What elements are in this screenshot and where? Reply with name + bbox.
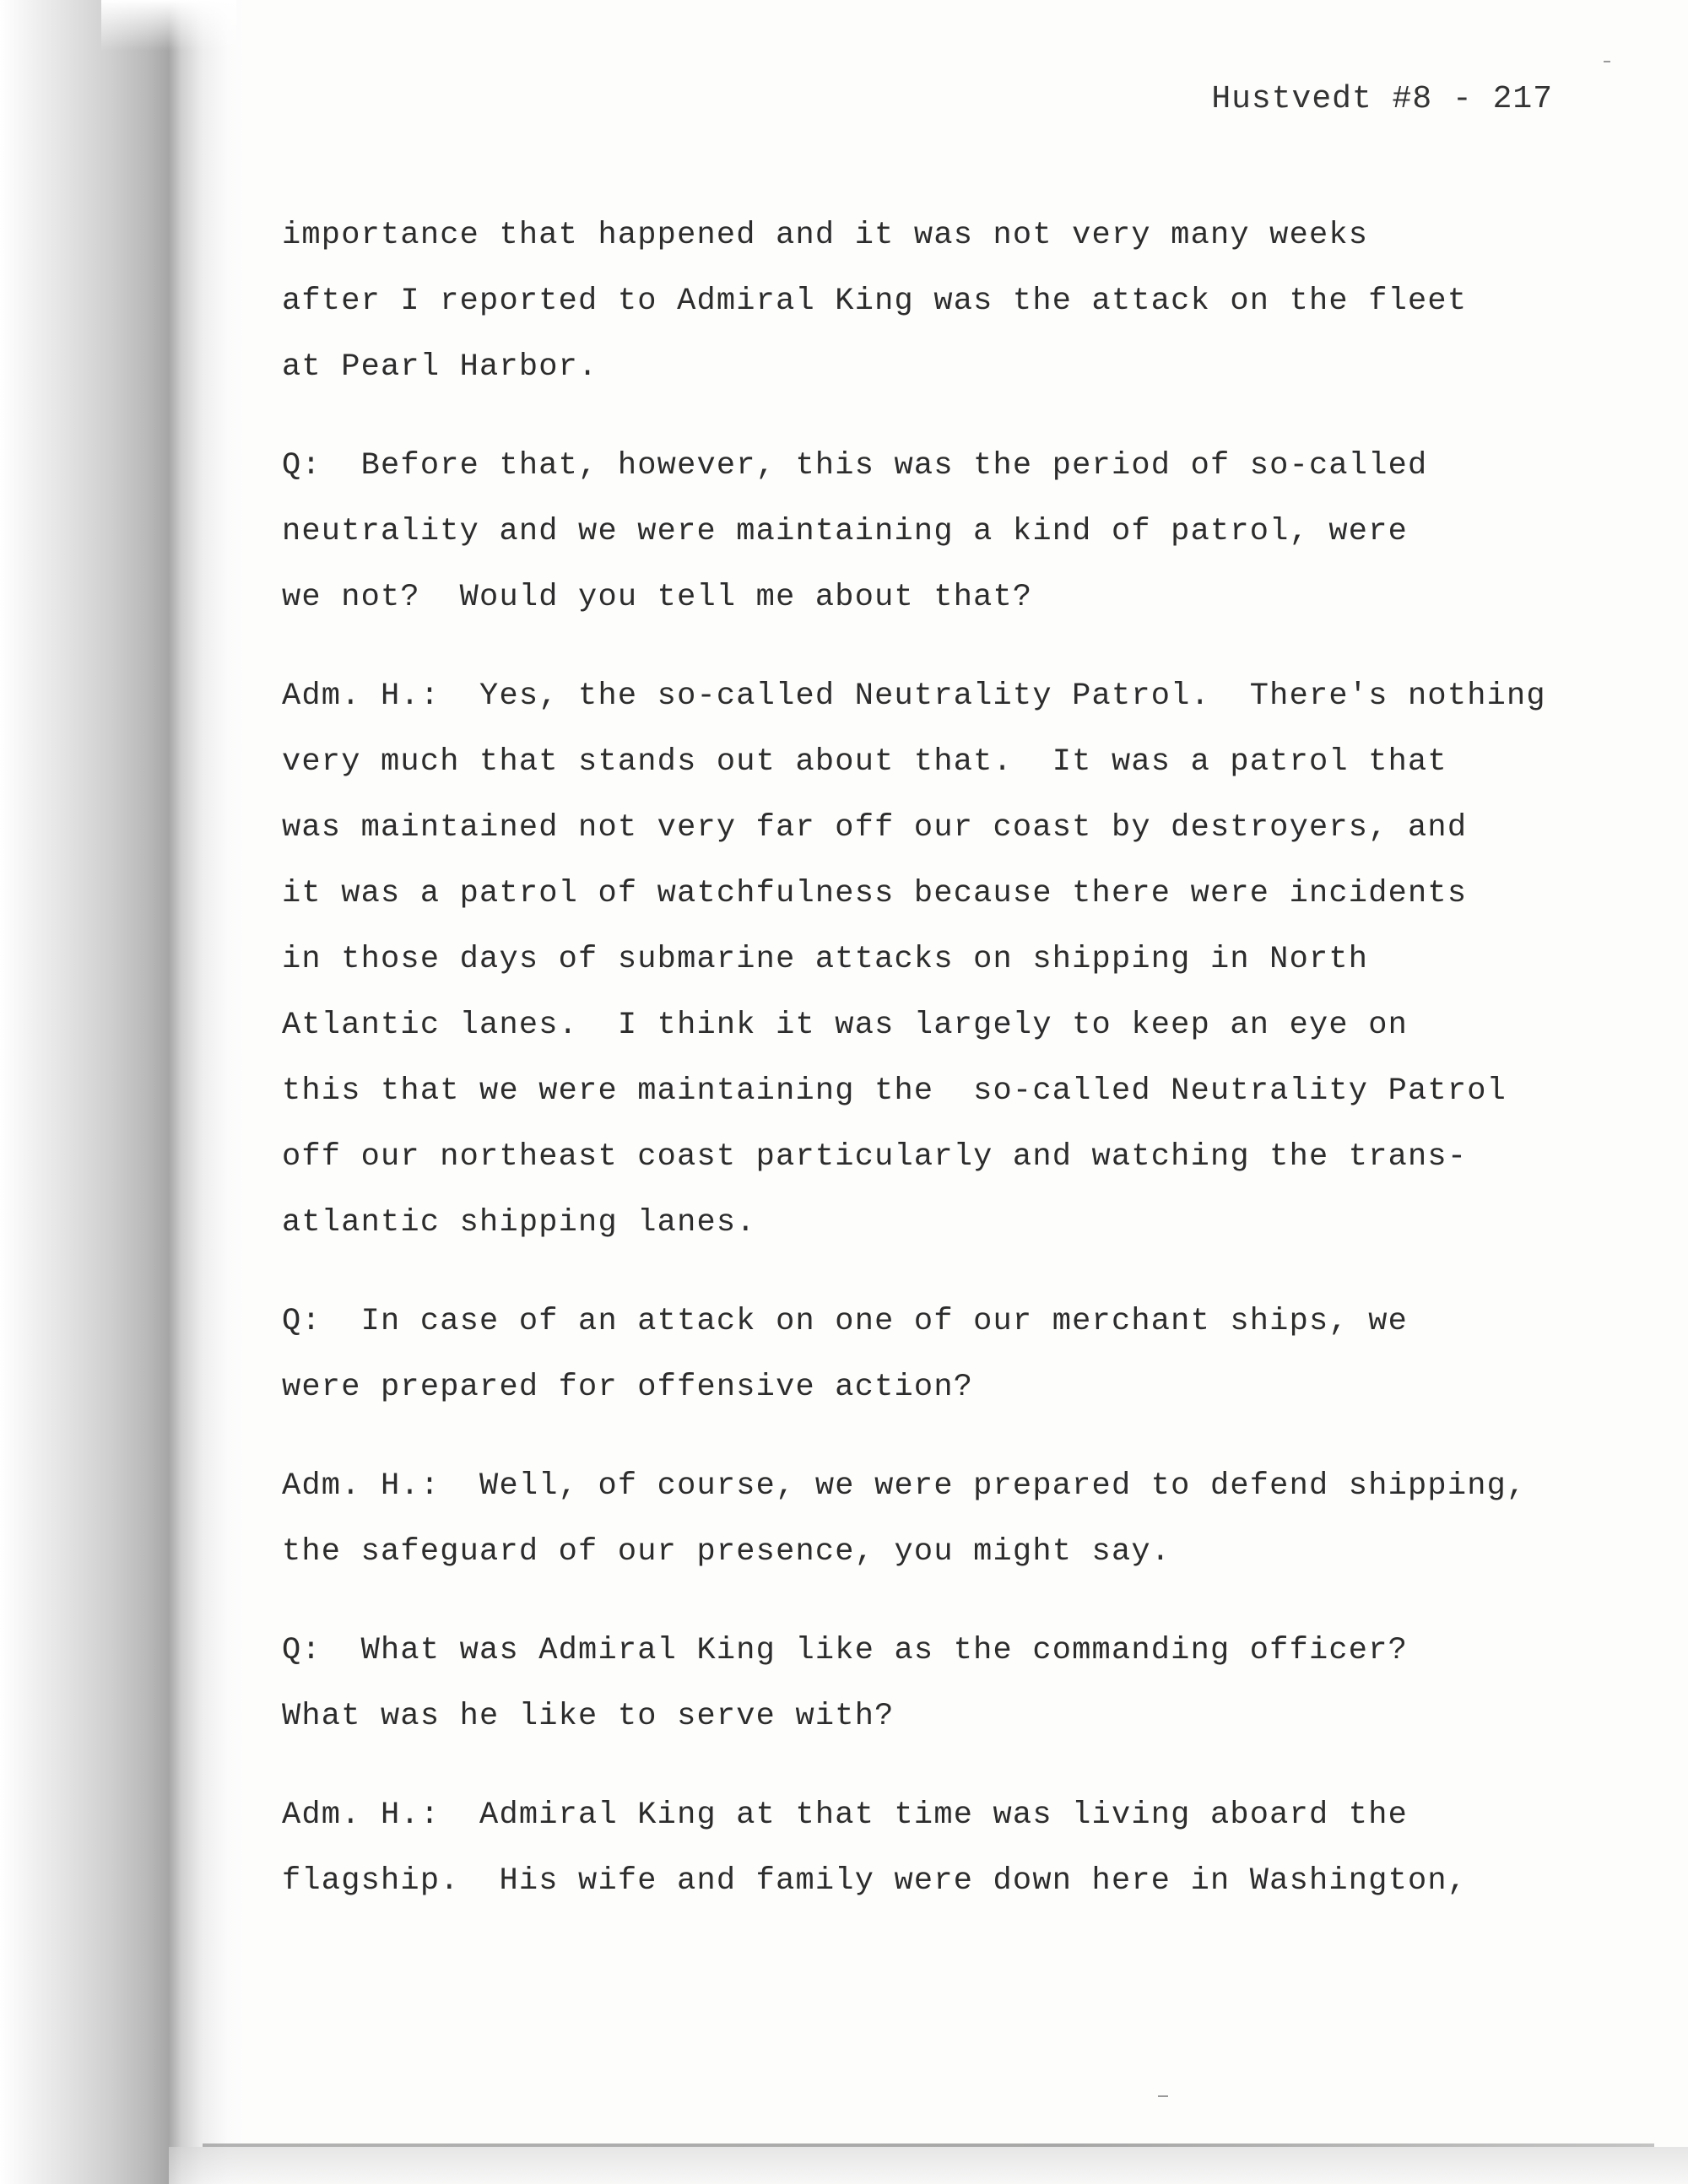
text-line: after I reported to Admiral King was the attack on the fleet bbox=[282, 284, 1468, 319]
text-line: neutrality and we were maintaining a kind of patrol, were bbox=[282, 514, 1409, 549]
transcript-paragraph bbox=[282, 203, 1582, 400]
text-line: the safeguard of our presence, you might say. bbox=[282, 1534, 1171, 1570]
binding-shadow bbox=[0, 0, 245, 2184]
text-line: we not? Would you tell me about that? bbox=[282, 580, 1033, 615]
text-line: Adm. H.: Well, of course, we were prepared to defend shipping, bbox=[282, 1468, 1527, 1504]
text-line: at Pearl Harbor. bbox=[282, 349, 598, 385]
text-line: was maintained not very far off our coast by destroyers, and bbox=[282, 810, 1468, 846]
text-line: Q: In case of an attack on one of our merchant ships, we bbox=[282, 1304, 1409, 1339]
text-line: it was a patrol of watchfulness because there were incidents bbox=[282, 876, 1468, 911]
transcript-paragraph bbox=[282, 663, 1582, 1256]
text-line: Adm. H.: Yes, the so-called Neutrality Patrol. There's nothing bbox=[282, 678, 1546, 714]
text-line: off our northeast coast particularly and watching the trans- bbox=[282, 1139, 1468, 1175]
text-line: were prepared for offensive action? bbox=[282, 1370, 974, 1405]
transcript-paragraph bbox=[282, 1782, 1582, 1914]
transcript-paragraph bbox=[282, 1289, 1582, 1420]
page-header: Hustvedt #8 - 217 bbox=[1211, 81, 1553, 117]
text-line: Adm. H.: Admiral King at that time was living aboard the bbox=[282, 1797, 1409, 1833]
text-line: in those days of submarine attacks on shipping in North bbox=[282, 942, 1369, 977]
text-line: flagship. His wife and family were down here in Washington, bbox=[282, 1863, 1468, 1899]
transcript-body bbox=[282, 203, 1582, 1947]
page-bottom-shadow bbox=[169, 2147, 1688, 2184]
text-line: importance that happened and it was not very many weeks bbox=[282, 218, 1369, 253]
text-line: very much that stands out about that. It was a patrol that bbox=[282, 744, 1447, 780]
text-line: Q: Before that, however, this was the period of so-called bbox=[282, 448, 1428, 484]
scan-speck bbox=[1604, 61, 1610, 62]
text-line: Atlantic lanes. I think it was largely to keep an eye on bbox=[282, 1008, 1409, 1043]
scan-speck bbox=[1158, 2095, 1168, 2097]
text-line: What was he like to serve with? bbox=[282, 1699, 895, 1734]
transcript-paragraph bbox=[282, 1453, 1582, 1585]
text-line: this that we were maintaining the so-called Neutrality Patrol bbox=[282, 1073, 1507, 1109]
page-bottom-edge bbox=[203, 2143, 1654, 2147]
binding-highlight bbox=[101, 0, 236, 51]
transcript-paragraph bbox=[282, 1618, 1582, 1749]
text-line: Q: What was Admiral King like as the commanding officer? bbox=[282, 1633, 1409, 1668]
text-line: atlantic shipping lanes. bbox=[282, 1205, 756, 1241]
transcript-paragraph bbox=[282, 433, 1582, 630]
